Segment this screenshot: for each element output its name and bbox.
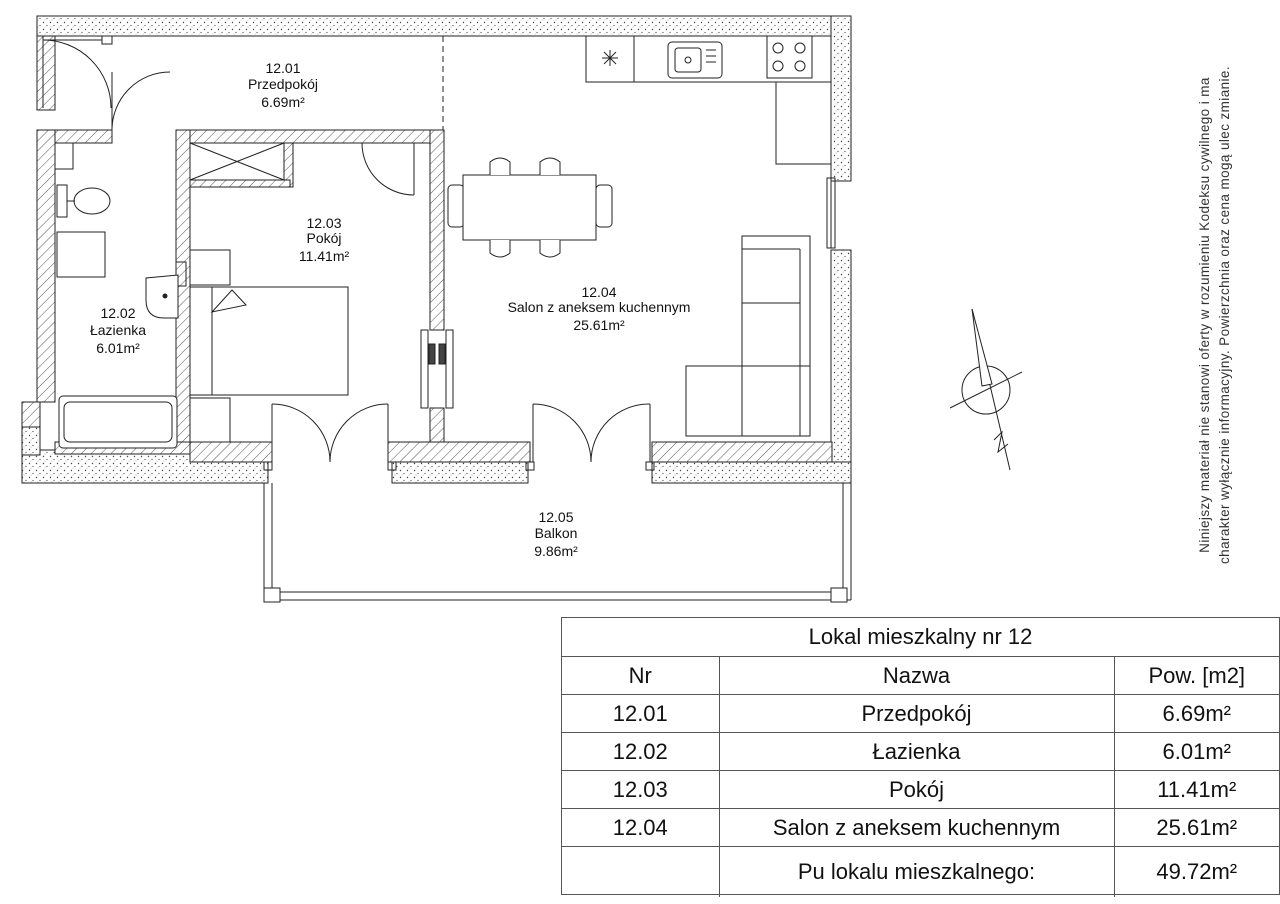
header-area: Pow. [m2] (1114, 657, 1279, 695)
room-label-12-02-name: Łazienka (89, 322, 147, 338)
table-title: Lokal mieszkalny nr 12 (562, 618, 1279, 657)
cell-name: Salon z aneksem kuchennym (719, 809, 1114, 847)
room-label-12-04-nr: 12.04 (581, 284, 617, 300)
area-summary-table (561, 617, 1280, 895)
room-label-12-05-name: Balkon (534, 525, 578, 541)
bathroom-fixtures (55, 143, 178, 448)
cell-name: Łazienka (719, 733, 1114, 771)
room-label-12-03-nr: 12.03 (306, 215, 342, 231)
cell-nr: 12.02 (562, 733, 719, 771)
room-label-12-03-area: 11.41m² (298, 248, 350, 264)
sofa (686, 236, 810, 436)
legal-notice (1195, 15, 1255, 615)
bedroom-furniture (190, 143, 348, 442)
room-label-12-04-area: 25.61m² (573, 317, 625, 333)
cell-area: 6.69m² (1114, 695, 1279, 733)
room-label-12-01-name: Przedpokój (247, 76, 319, 92)
header-nr: Nr (562, 657, 719, 695)
room-label-12-01-area: 6.69m² (261, 94, 305, 110)
cell-area: 11.41m² (1114, 771, 1279, 809)
total-label: Pu lokalu mieszkalnego: (719, 847, 1114, 898)
table-row (562, 809, 1279, 847)
room-label-12-02-nr: 12.02 (100, 305, 136, 321)
dining-set (448, 158, 612, 257)
north-arrow-icon (950, 309, 1022, 470)
table-total-row (562, 847, 1279, 898)
header-name: Nazwa (719, 657, 1114, 695)
cell-area: 25.61m² (1114, 809, 1279, 847)
table-header-row (562, 657, 1279, 695)
table-row (562, 733, 1279, 771)
cell-name: Przedpokój (719, 695, 1114, 733)
cell-nr: 12.03 (562, 771, 719, 809)
area-table (562, 657, 1279, 897)
kitchen-furniture (586, 36, 831, 164)
room-label-12-01-nr: 12.01 (265, 60, 301, 76)
table-row (562, 695, 1279, 733)
room-label-12-05-nr: 12.05 (538, 509, 574, 525)
table-row (562, 771, 1279, 809)
cell-nr: 12.01 (562, 695, 719, 733)
room-label-12-02-area: 6.01m² (96, 340, 140, 356)
legal-notice-line-1: Niniejszy materiał nie stanowi oferty w rozumieniu Kodeksu cywilnego i ma (1197, 77, 1212, 553)
legal-notice-line-2: charakter wyłącznie informacyjny. Powierzchnia oraz cena mogą ulec zmianie. (1217, 66, 1232, 564)
cell-empty (562, 847, 719, 898)
room-label-12-04-name: Salon z aneksem kuchennym (507, 299, 691, 315)
total-value: 49.72m² (1114, 847, 1279, 898)
room-label-12-05-area: 9.86m² (534, 543, 578, 559)
cell-name: Pokój (719, 771, 1114, 809)
cell-nr: 12.04 (562, 809, 719, 847)
room-label-12-03-name: Pokój (306, 230, 342, 246)
cell-area: 6.01m² (1114, 733, 1279, 771)
